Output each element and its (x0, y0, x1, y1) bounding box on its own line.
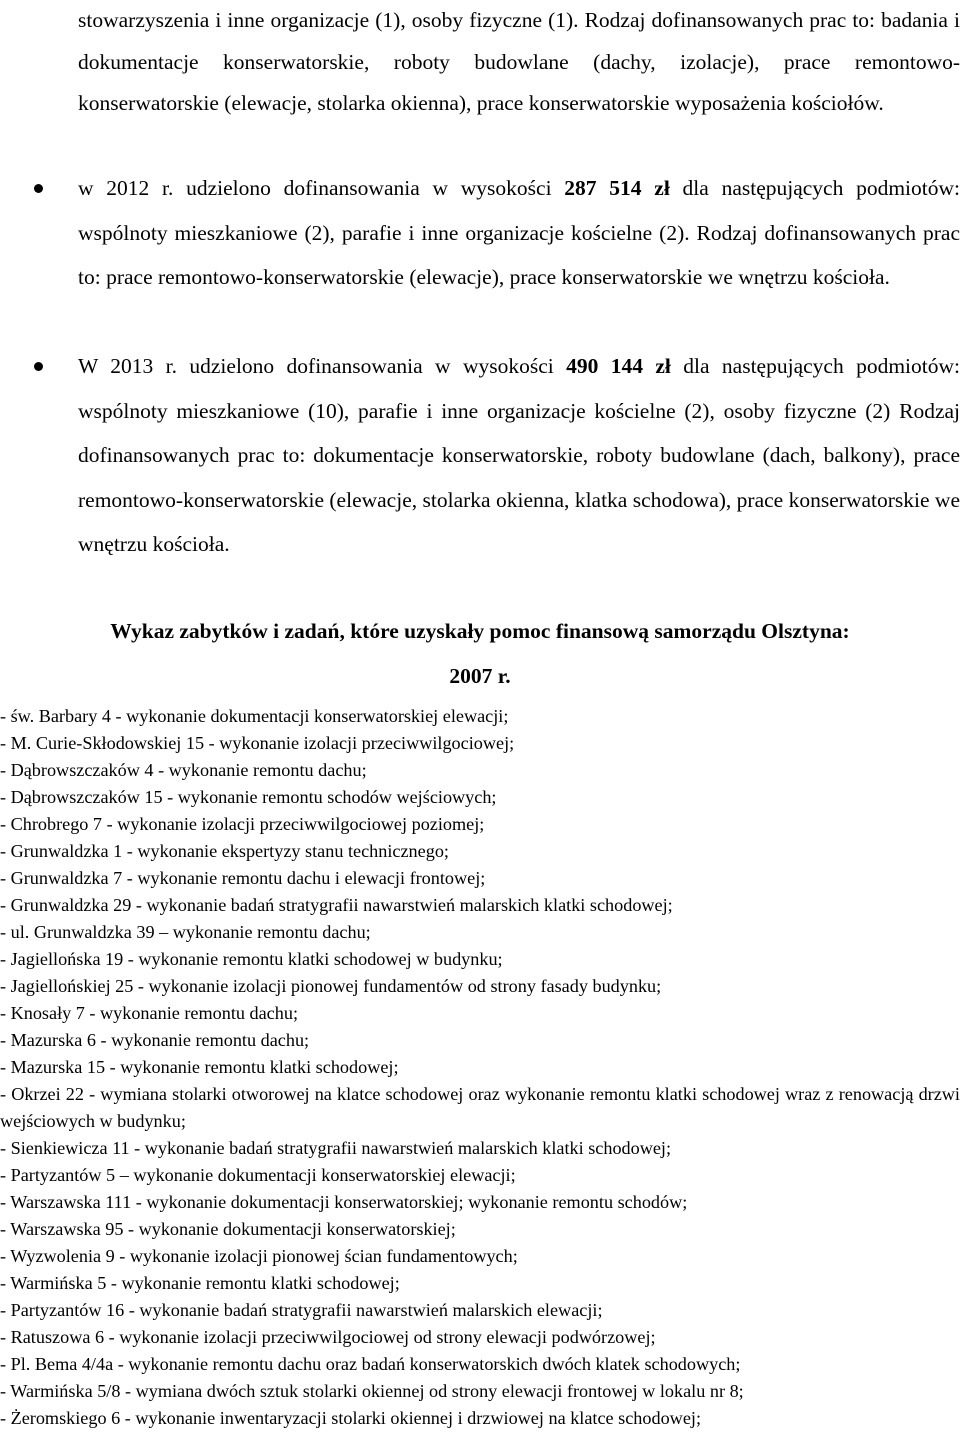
list-item: - Wyzwolenia 9 - wykonanie izolacji pionowej ścian fundamentowych; (0, 1246, 518, 1266)
list-item: - Partyzantów 16 - wykonanie badań stratygrafii nawarstwień malarskich elewacji; (0, 1300, 603, 1320)
list-item: - ul. Grunwaldzka 39 – wykonanie remontu dachu; (0, 922, 371, 942)
list-item: - Dąbrowszczaków 15 - wykonanie remontu schodów wejściowych; (0, 787, 497, 807)
list-item: - Grunwaldzka 29 - wykonanie badań stratygrafii nawarstwień malarskich klatki schodowej; (0, 895, 673, 915)
list-item: - M. Curie-Skłodowskiej 15 - wykonanie izolacji przeciwwilgociowej; (0, 733, 515, 753)
section-title: Wykaz zabytków i zadań, które uzyskały pomoc finansową samorządu Olsztyna: (110, 619, 850, 643)
list-item: - Warszawska 111 - wykonanie dokumentacji konserwatorskiej; wykonanie remontu schodów; (0, 1192, 688, 1212)
list-item: - Warszawska 95 - wykonanie dokumentacji konserwatorskiej; (0, 1219, 456, 1239)
list-item: - Jagiellońskiej 25 - wykonanie izolacji pionowej fundamentów od strony fasady budynku; (0, 976, 662, 996)
list-item: - Ratuszowa 6 - wykonanie izolacji przeciwwilgociowej od strony elewacji podwórzowej; (0, 1327, 656, 1347)
bullet-dot-icon (34, 184, 43, 193)
list-item: - Okrzei 22 - wymiana stolarki otworowej na klatce schodowej oraz wykonanie remontu klatki schodowej wraz z renowacją drzwi wejściowych w budynku; (0, 1084, 960, 1131)
list-item: - Grunwaldzka 1 - wykonanie ekspertyzy stanu technicznego; (0, 841, 449, 861)
bullet-dot-icon (34, 362, 43, 371)
list-item: - Pl. Bema 4/4a - wykonanie remontu dachu oraz badań konserwatorskich dwóch klatek schodowych; (0, 1354, 741, 1374)
list-item: - Dąbrowszczaków 4 - wykonanie remontu dachu; (0, 760, 367, 780)
bullet-2013-amount: 490 144 zł (566, 354, 671, 378)
monument-task-list (0, 703, 960, 1432)
list-item: - Jagiellońska 19 - wykonanie remontu klatki schodowej w budynku; (0, 949, 503, 969)
bullet-2013-text-after: dla następujących podmiotów: wspólnoty mieszkaniowe (10), parafie i inne organizacje kościelne (2), osoby fizyczne (2) Rodzaj dofinansowanych prac to: dokumentacje konserwatorskie, roboty budowlane (dach, balkony), prace remontowo-konserwatorskie (elewacje, stolarka okienna, klatka schodowa), prace konserwatorskie we wnętrzu kościoła. (78, 354, 960, 556)
list-item: - Sienkiewicza 11 - wykonanie badań stratygrafii nawarstwień malarskich klatki schodowej; (0, 1138, 672, 1158)
list-item: - Żeromskiego 6 - wykonanie inwentaryzacji stolarki okiennej i drzwiowej na klatce schodowej; (0, 1408, 702, 1428)
list-item: - Chrobrego 7 - wykonanie izolacji przeciwwilgociowej poziomej; (0, 814, 485, 834)
bullet-2012 (78, 166, 960, 344)
list-item: - Partyzantów 5 – wykonanie dokumentacji konserwatorskiej elewacji; (0, 1165, 516, 1185)
funding-bullet-list (0, 166, 960, 563)
list-item: - Warmińska 5 - wykonanie remontu klatki schodowej; (0, 1273, 400, 1293)
list-item: - Knosały 7 - wykonanie remontu dachu; (0, 1003, 298, 1023)
list-item: - Grunwaldzka 7 - wykonanie remontu dachu i elewacji frontowej; (0, 868, 486, 888)
bullet-2013 (78, 344, 960, 563)
list-item: - Warmińska 5/8 - wymiana dwóch sztuk stolarki okiennej od strony elewacji frontowej w lokalu nr 8; (0, 1381, 744, 1401)
bullet-2013-text-before: W 2013 r. udzielono dofinansowania w wysokości (78, 354, 567, 378)
bullet-2012-text-before: w 2012 r. udzielono dofinansowania w wysokości (78, 176, 565, 200)
list-item: - Mazurska 15 - wykonanie remontu klatki schodowej; (0, 1057, 399, 1077)
year-heading: 2007 r. (449, 664, 511, 688)
list-item: - św. Barbary 4 - wykonanie dokumentacji konserwatorskiej elewacji; (0, 706, 509, 726)
bullet-2012-amount: 287 514 zł (564, 176, 670, 200)
intro-paragraph: stowarzyszenia i inne organizacje (1), osoby fizyczne (1). Rodzaj dofinansowanych prac to: badania i dokumentacje konserwatorskie, roboty budowlane (dachy, izolacje), prace remontowo-konserwatorskie (elewacje, stolarka okienna), prace konserwatorskie wyposażenia kościołów. (78, 8, 960, 115)
list-item: - Mazurska 6 - wykonanie remontu dachu; (0, 1030, 310, 1050)
bullet-2012-text-after: dla następujących podmiotów: wspólnoty mieszkaniowe (2), parafie i inne organizacje kościelne (2). Rodzaj dofinansowanych prac to: prace remontowo-konserwatorskie (elewacje), prace konserwatorskie we wnętrzu kościoła. (78, 176, 960, 289)
